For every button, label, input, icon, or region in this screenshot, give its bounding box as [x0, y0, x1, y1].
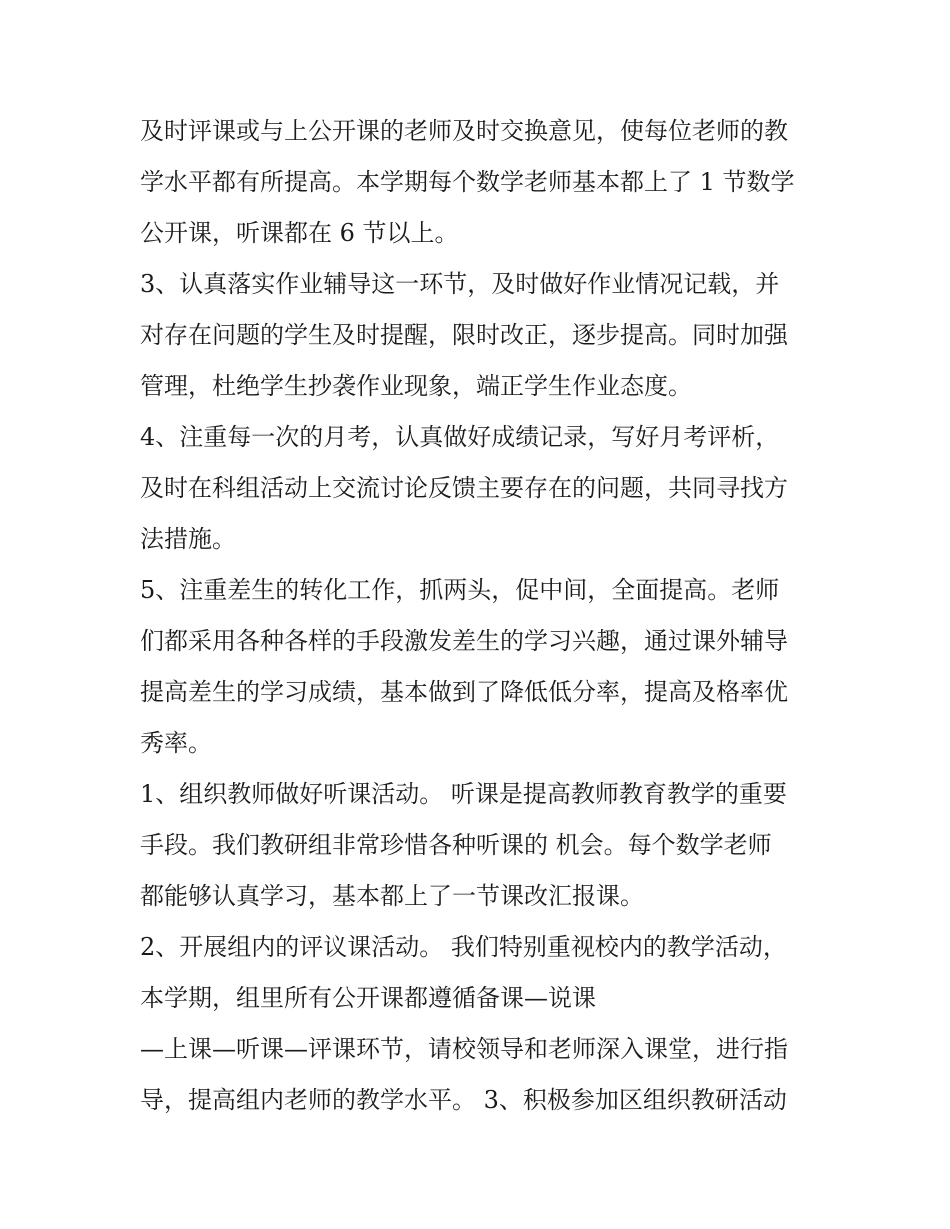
text-line: 秀率。 — [140, 729, 212, 757]
text-line: 提高差生的学习成绩，基本做到了降低低分率，提高及格率优 — [140, 678, 788, 706]
text-line: 5、注重差生的转化工作，抓两头，促中间，全面提高。老师 — [140, 576, 780, 604]
text-line: 及时评课或与上公开课的老师及时交换意见，使每位老师的教 — [140, 117, 788, 145]
text-line: 4、注重每一次的月考，认真做好成绩记录，写好月考评析， — [140, 423, 780, 451]
text-line: 本学期，组里所有公开课都遵循备课—说课 — [140, 984, 596, 1012]
text-line: 公开课，听课都在 6 节以上。 — [140, 219, 459, 247]
document-body — [140, 106, 820, 1126]
text-line: 都能够认真学习，基本都上了一节课改汇报课。 — [140, 882, 644, 910]
text-line: 对存在问题的学生及时提醒，限时改正，逐步提高。同时加强 — [140, 321, 788, 349]
text-line: 及时在科组活动上交流讨论反馈主要存在的问题，共同寻找方 — [140, 474, 788, 502]
text-line: 1、组织教师做好听课活动。 听课是提高教师教育教学的重要 — [140, 780, 787, 808]
text-line: 2、开展组内的评议课活动。 我们特别重视校内的教学活动， — [140, 933, 787, 961]
text-line: —上课—听课—评课环节，请校领导和老师深入课堂，进行指 — [140, 1035, 788, 1063]
text-line: 管理，杜绝学生抄袭作业现象，端正学生作业态度。 — [140, 372, 692, 400]
text-line: 手段。我们教研组非常珍惜各种听课的 机会。每个数学老师 — [140, 831, 772, 859]
text-line: 学水平都有所提高。本学期每个数学老师基本都上了 1 节数学 — [140, 168, 795, 196]
text-line: 法措施。 — [140, 525, 236, 553]
text-line: 3、认真落实作业辅导这一环节，及时做好作业情况记载，并 — [140, 270, 780, 298]
text-line: 们都采用各种各样的手段激发差生的学习兴趣，通过课外辅导 — [140, 627, 788, 655]
text-line: 导，提高组内老师的教学水平。 3、积极参加区组织教研活动 — [140, 1086, 787, 1114]
